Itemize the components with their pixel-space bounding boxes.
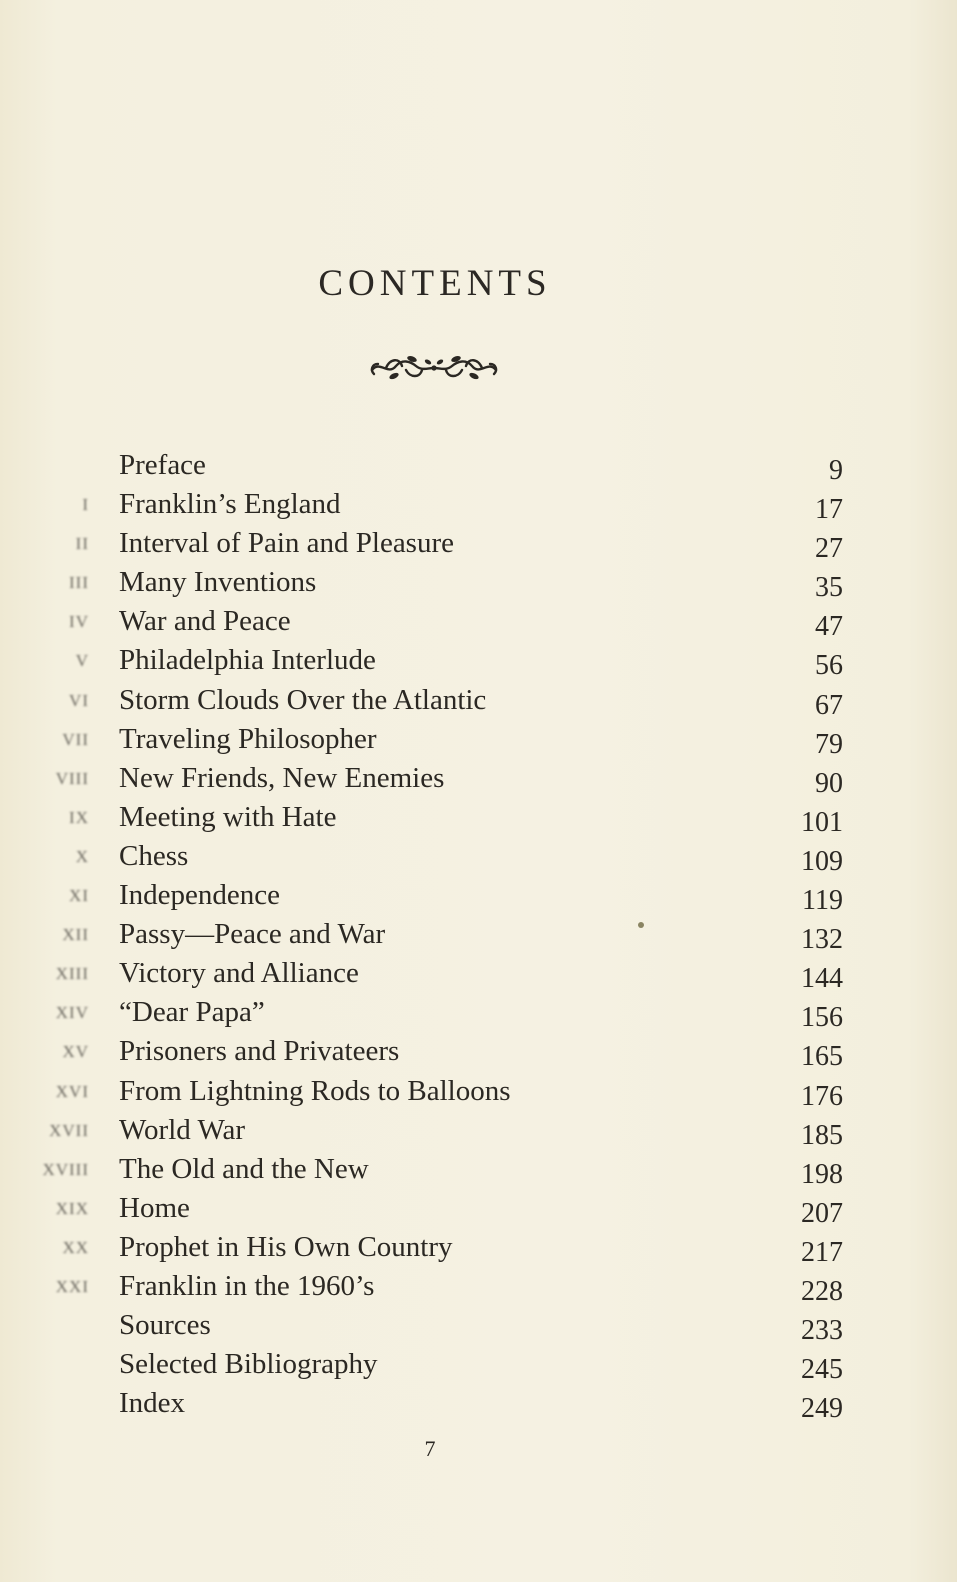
toc-entry: [0, 876, 957, 915]
page-number: 7: [424, 1436, 436, 1461]
toc-entry: [0, 602, 957, 641]
chapter-numeral: III: [69, 573, 89, 593]
chapter-title: Interval of Pain and Pleasure: [119, 527, 455, 560]
toc-entry: [0, 1267, 957, 1306]
chapter-title: The Old and the New: [119, 1152, 369, 1185]
chapter-title: From Lightning Rods to Balloons: [119, 1074, 511, 1107]
toc-entry: [0, 1306, 957, 1345]
chapter-title: Sources: [119, 1309, 211, 1342]
chapter-title: Selected Bibliography: [119, 1348, 378, 1381]
chapter-title: Independence: [119, 879, 281, 912]
chapter-numeral: XIII: [55, 964, 89, 984]
chapter-title: Victory and Alliance: [119, 957, 359, 990]
chapter-page-number: 249: [801, 1393, 843, 1425]
toc-entry: [0, 1032, 957, 1071]
floral-ornament-icon: [366, 346, 502, 390]
toc-entry: [0, 485, 957, 524]
toc-entry: [0, 1345, 957, 1384]
chapter-title: Home: [119, 1191, 190, 1224]
chapter-page-number: 185: [801, 1119, 843, 1151]
chapter-numeral: XII: [62, 925, 89, 945]
chapter-title: Chess: [119, 839, 189, 872]
chapter-page-number: 47: [815, 611, 843, 643]
chapter-numeral: XXI: [55, 1276, 89, 1296]
toc-entry: [0, 915, 957, 954]
toc-entry: [0, 524, 957, 563]
chapter-title: Franklin in the 1960’s: [119, 1269, 375, 1302]
chapter-page-number: 233: [801, 1315, 843, 1347]
chapter-numeral: XX: [62, 1237, 89, 1257]
chapter-page-number: 17: [815, 494, 843, 526]
toc-entry: [0, 1111, 957, 1150]
chapter-page-number: 165: [801, 1041, 843, 1073]
chapter-title: Franklin’s England: [119, 488, 341, 521]
chapter-numeral: XVIII: [42, 1159, 89, 1179]
table-of-contents: [0, 446, 957, 1423]
toc-entry: [0, 1150, 957, 1189]
chapter-title: Prisoners and Privateers: [119, 1035, 400, 1068]
toc-entry: [0, 681, 957, 720]
toc-entry: [0, 954, 957, 993]
chapter-page-number: 79: [815, 728, 843, 760]
toc-entry: [0, 720, 957, 759]
chapter-title: Traveling Philosopher: [119, 722, 377, 755]
chapter-title: Meeting with Hate: [119, 800, 337, 833]
chapter-page-number: 245: [801, 1354, 843, 1386]
chapter-title: Storm Clouds Over the Atlantic: [119, 683, 487, 716]
chapter-page-number: 67: [815, 689, 843, 721]
chapter-page-number: 90: [815, 767, 843, 799]
chapter-title: New Friends, New Enemies: [119, 761, 445, 794]
chapter-page-number: 109: [801, 845, 843, 877]
chapter-page-number: 156: [801, 1002, 843, 1034]
chapter-page-number: 35: [815, 572, 843, 604]
toc-entry: [0, 837, 957, 876]
toc-entry: [0, 563, 957, 602]
chapter-title: Philadelphia Interlude: [119, 644, 376, 677]
chapter-title: War and Peace: [119, 605, 291, 638]
chapter-numeral: XI: [69, 886, 89, 906]
toc-entry: [0, 798, 957, 837]
chapter-numeral: I: [82, 495, 89, 515]
chapter-page-number: 132: [801, 924, 843, 956]
toc-entry: [0, 446, 957, 485]
chapter-page-number: 9: [829, 455, 843, 486]
chapter-title: Preface: [119, 449, 206, 481]
chapter-numeral: IV: [69, 612, 89, 632]
page-title: CONTENTS: [318, 263, 552, 304]
chapter-page-number: 101: [801, 806, 843, 838]
toc-entry: [0, 1189, 957, 1228]
chapter-page-number: 217: [801, 1236, 843, 1268]
chapter-title: World War: [119, 1113, 246, 1146]
chapter-numeral: V: [75, 651, 89, 671]
chapter-numeral: XVII: [49, 1120, 89, 1140]
toc-entry: [0, 1384, 957, 1423]
chapter-numeral: IX: [69, 807, 89, 827]
chapter-title: Many Inventions: [119, 566, 317, 599]
toc-entry: [0, 993, 957, 1032]
chapter-title: Index: [119, 1387, 186, 1420]
toc-entry: [0, 641, 957, 680]
chapter-title: Prophet in His Own Country: [119, 1230, 453, 1263]
chapter-numeral: II: [75, 534, 89, 554]
toc-entry: [0, 759, 957, 798]
toc-entry: [0, 1228, 957, 1267]
chapter-numeral: XV: [62, 1042, 89, 1062]
chapter-page-number: 176: [801, 1080, 843, 1112]
chapter-numeral: XIV: [55, 1003, 89, 1023]
chapter-page-number: 144: [801, 963, 843, 995]
chapter-numeral: X: [75, 846, 89, 866]
chapter-title: “Dear Papa”: [119, 996, 265, 1029]
chapter-numeral: XIX: [55, 1198, 89, 1218]
chapter-numeral: VI: [69, 690, 89, 710]
chapter-numeral: VIII: [55, 768, 89, 788]
toc-entry: [0, 1072, 957, 1111]
chapter-page-number: 207: [801, 1197, 843, 1229]
chapter-numeral: XVI: [55, 1081, 89, 1101]
chapter-numeral: VII: [62, 729, 89, 749]
paper-speck: [638, 922, 644, 928]
chapter-page-number: 27: [815, 533, 843, 565]
chapter-page-number: 228: [801, 1275, 843, 1307]
chapter-page-number: 56: [815, 650, 843, 682]
chapter-page-number: 119: [802, 885, 843, 917]
chapter-page-number: 198: [801, 1158, 843, 1190]
chapter-title: Passy—Peace and War: [119, 918, 386, 951]
